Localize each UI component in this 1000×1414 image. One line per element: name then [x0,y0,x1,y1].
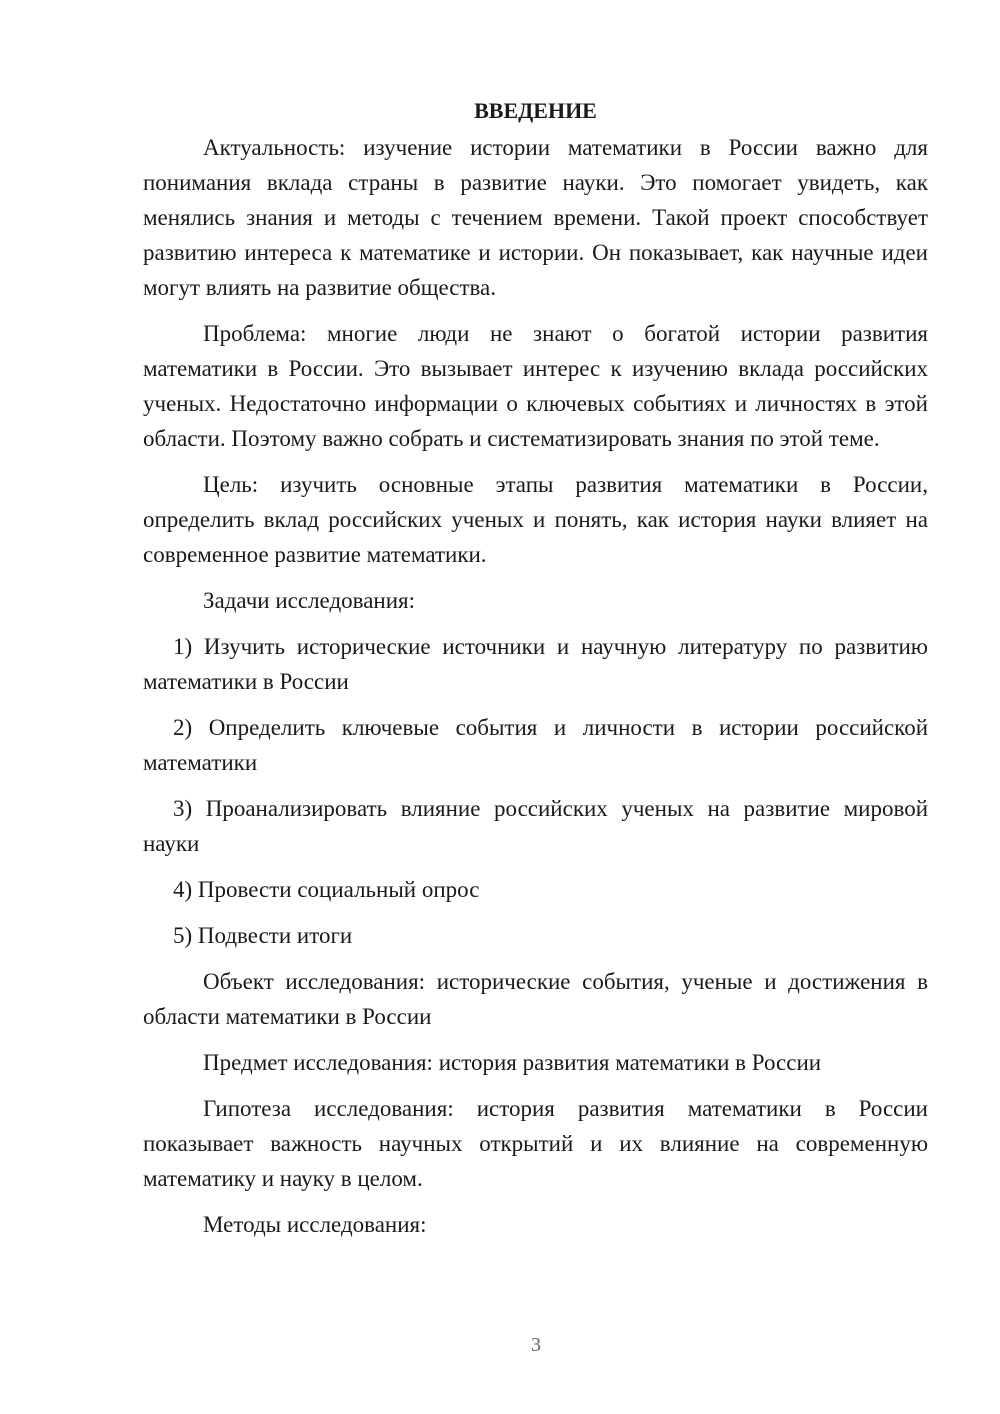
section-heading: ВВЕДЕНИЕ [474,98,597,123]
task-item: 3) Проанализировать влияние российских ученых на развитие мировой науки [143,796,928,856]
problem-paragraph: Проблема: многие люди не знают о богатой истории развития математики в России. Это вызывает интерес к изучению вклада российских ученых. Недостаточно информации о ключевых событиях и личностях в этой области. Поэтому важно собрать и систематизировать знания по этой теме. [143,321,928,451]
methods-title: Методы исследования: [203,1212,427,1237]
tasks-title: Задачи исследования: [203,588,416,613]
goal-paragraph: Цель: изучить основные этапы развития математики в России, определить вклад российских ученых и понять, как история науки влияет на современное развитие математики. [143,472,928,567]
page-number: 3 [531,1334,541,1356]
task-item: 5) Подвести итоги [173,923,353,948]
hypothesis-paragraph: Гипотеза исследования: история развития математики в России показывает важность научных открытий и их влияние на современную математику и науку в целом. [143,1096,928,1191]
object-paragraph: Объект исследования: исторические события, ученые и достижения в области математики в России [143,969,928,1029]
task-item: 4) Провести социальный опрос [173,877,480,902]
relevance-paragraph: Актуальность: изучение истории математики в России важно для понимания вклада страны в развитие науки. Это помогает увидеть, как менялись знания и методы с течением времени. Такой проект способствует развитию интереса к математике и истории. Он показывает, как научные идеи могут влиять на развитие общества. [143,135,928,300]
subject-paragraph: Предмет исследования: история развития математики в России [203,1050,822,1075]
document-page [143,92,928,1253]
task-item: 2) Определить ключевые события и личности в истории российской математики [143,715,928,775]
task-item: 1) Изучить исторические источники и научную литературу по развитию математики в России [143,634,928,694]
